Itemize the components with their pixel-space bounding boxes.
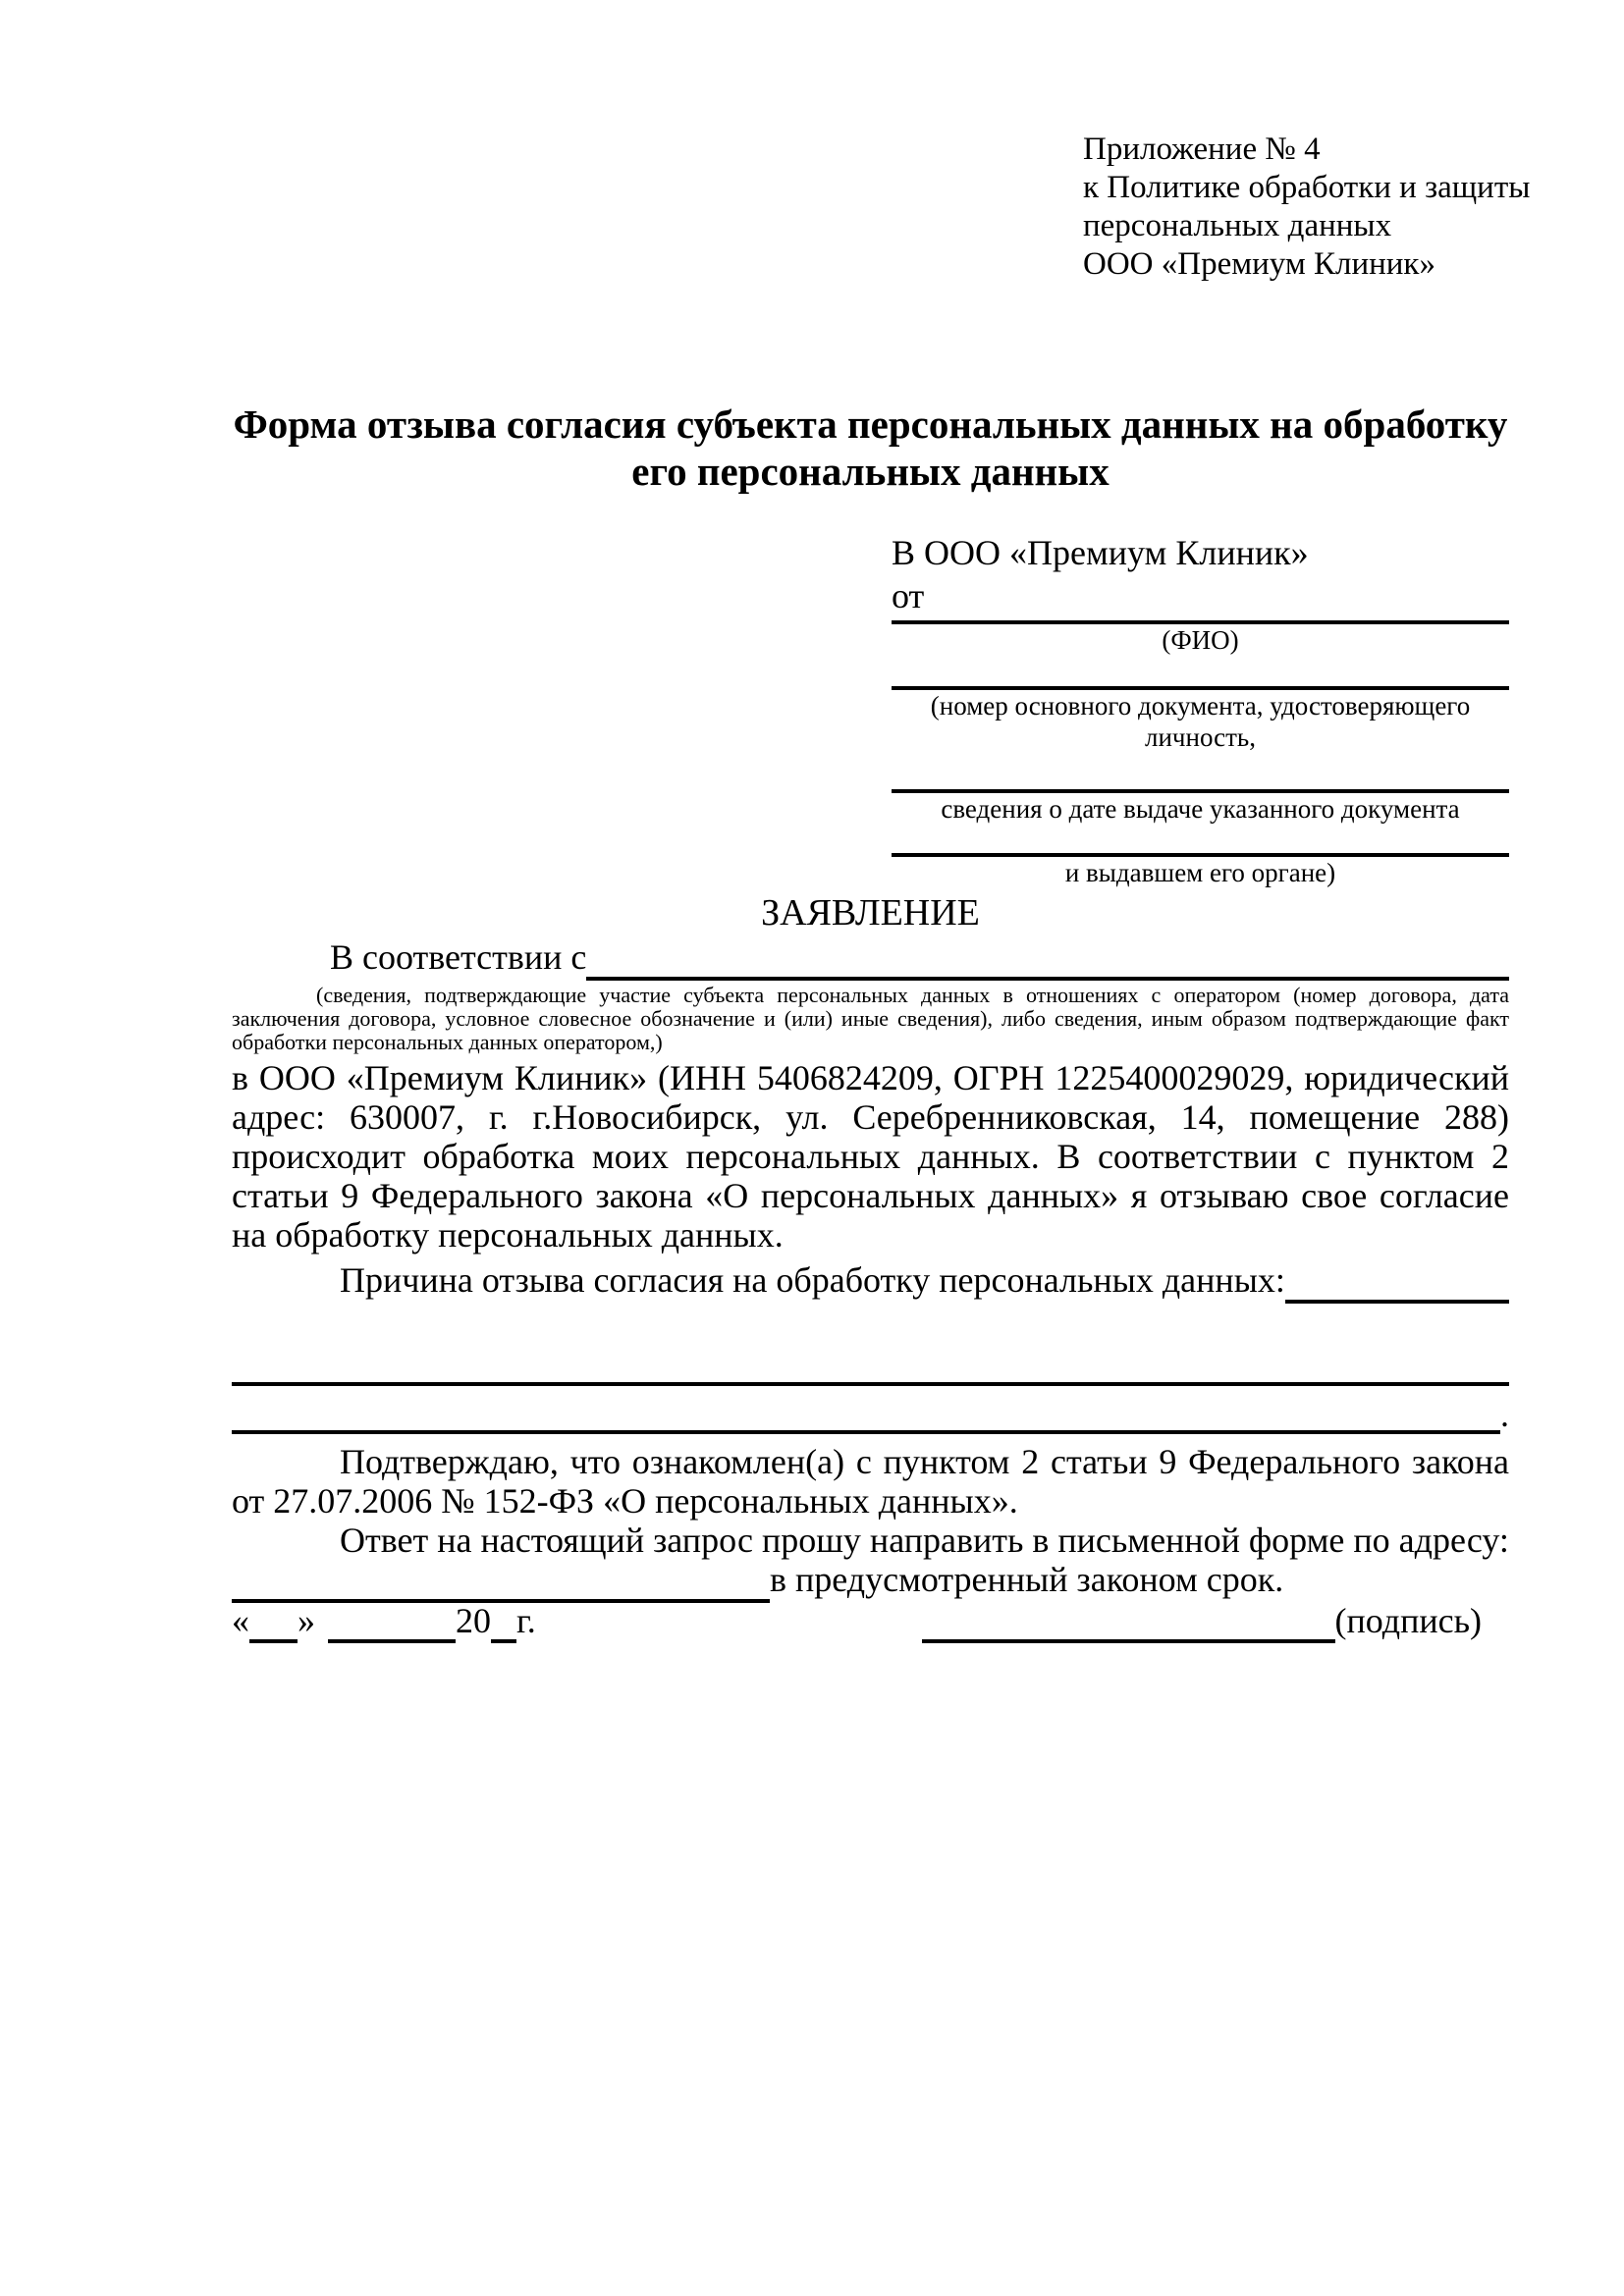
reason-label: Причина отзыва согласия на обработку персональных данных: xyxy=(340,1260,1285,1300)
reason-blank-line xyxy=(1285,1260,1509,1304)
year-blank-line xyxy=(491,1600,516,1643)
issuing-authority-field-label: и выдавшем его органе) xyxy=(1064,858,1336,887)
blank-line-period: . xyxy=(1500,1395,1509,1434)
response-suffix: в предусмотренный законом срок. xyxy=(770,1560,1284,1599)
statement-heading: ЗАЯВЛЕНИЕ xyxy=(761,892,980,934)
recipient-block xyxy=(892,532,1509,888)
reason-blank-line-3 xyxy=(232,1386,1509,1434)
recipient-to: В ООО «Премиум Клиник» xyxy=(892,533,1309,572)
document-number-field-label: (номер основного документа, удостоверяющего личность, xyxy=(930,691,1471,752)
response-address-line xyxy=(232,1560,1509,1603)
footer-row xyxy=(232,1598,1509,1643)
reason-line xyxy=(232,1260,1509,1304)
appendix-line: к Политике обработки и защиты xyxy=(1083,170,1531,205)
intro-prefix: В соответствии с xyxy=(330,937,587,977)
signature-blank-line xyxy=(922,1600,1335,1643)
page-title: Форма отзыва согласия субъекта персональных данных на обработку его персональных данных xyxy=(233,401,1508,494)
intro-line xyxy=(232,937,1509,981)
address-blank-line xyxy=(232,1560,770,1603)
signature-group xyxy=(922,1598,1482,1643)
fine-print-note: (сведения, подтверждающие участие субъекта персональных данных в отношениях с оператором (номер договора, дата заключения договора, условное словесное обозначение и (или) иные сведения), либо сведения, иным образом подтверждающие факт обработки персональных данных оператором,) xyxy=(232,983,1509,1054)
recipient-from-label: от xyxy=(892,576,925,615)
month-blank-line xyxy=(328,1600,456,1643)
reason-blank-line-2 xyxy=(232,1304,1509,1386)
appendix-line: Приложение № 4 xyxy=(1083,132,1321,167)
fio-field-label: (ФИО) xyxy=(1162,625,1239,655)
date-close-quote: » xyxy=(298,1601,315,1640)
confirmation-paragraph: Подтверждаю, что ознакомлен(а) с пунктом 2 статьи 9 Федерального закона от 27.07.2006 № 152-ФЗ «О персональных данных». xyxy=(232,1442,1509,1521)
appendix-line: ООО «Премиум Клиник» xyxy=(1083,246,1435,282)
day-blank-line xyxy=(249,1600,298,1643)
statement-paragraph: в ООО «Премиум Клиник» (ИНН 5406824209, ОГРН 1225400029029, юридический адрес: 630007, г. г.Новосибирск, ул. Серебренниковская, 14, помещение 288) происходит обработка моих персональных данных. В соответствии с пунктом 2 статьи 9 Федерального закона «О персональных данных» я отзываю свое согласие на обработку персональных данных. xyxy=(232,1058,1509,1255)
signature-label: (подпись) xyxy=(1334,1601,1482,1640)
basis-blank-line xyxy=(586,937,1509,981)
date-open-quote: « xyxy=(232,1601,249,1640)
year-suffix: г. xyxy=(516,1601,536,1640)
appendix-line: персональных данных xyxy=(1083,208,1392,243)
appendix-reference-block xyxy=(1083,131,1530,284)
statement-body-block xyxy=(232,937,1509,1603)
response-request-paragraph: Ответ на настоящий запрос прошу направить в письменной форме по адресу: xyxy=(340,1521,1509,1560)
reason-blank-line-3-rule xyxy=(232,1386,1500,1434)
date-group xyxy=(232,1598,536,1643)
year-prefix: 20 xyxy=(456,1601,491,1640)
issue-date-field-label: сведения о дате выдаче указанного документа xyxy=(941,794,1460,824)
